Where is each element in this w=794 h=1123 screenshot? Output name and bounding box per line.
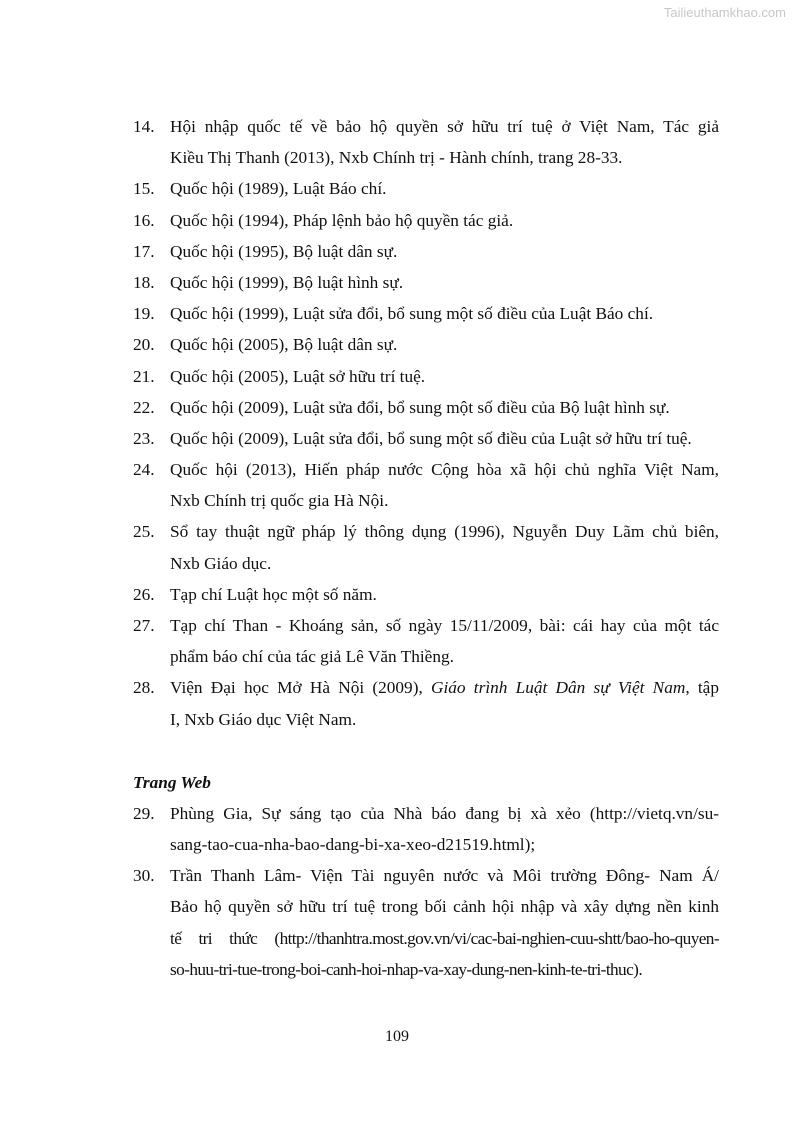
reference-line [133, 672, 719, 703]
reference-item [133, 267, 719, 298]
text-segment: Sổ tay thuật ngữ pháp lý thông dụng (1996), Nguyễn Duy Lãm chủ biên, [170, 522, 719, 542]
text-segment: Quốc hội (2009), Luật sửa đổi, bổ sung một số điều của Bộ luật hình sự. [170, 397, 670, 417]
text-segment: phẩm báo chí của tác giả Lê Văn Thiềng. [170, 647, 454, 667]
reference-number: 19. [133, 304, 155, 324]
reference-line [133, 329, 719, 360]
reference-text [170, 516, 719, 547]
reference-item [133, 672, 719, 734]
reference-item [133, 236, 719, 267]
text-segment: , tập [685, 678, 719, 698]
reference-text [170, 454, 719, 485]
reference-text [170, 579, 719, 610]
reference-item [133, 579, 719, 610]
text-segment: Hội nhập quốc tế về bảo hộ quyền sở hữu trí tuệ ở Việt Nam, Tác giả [170, 117, 719, 136]
reference-text [170, 142, 719, 173]
reference-text [170, 829, 719, 860]
reference-text [170, 205, 719, 236]
text-segment: Quốc hội (1989), Luật Báo chí. [170, 179, 387, 199]
reference-item [133, 860, 719, 985]
reference-line [133, 142, 719, 173]
reference-line [133, 548, 719, 579]
reference-text [170, 298, 719, 329]
reference-number: 26. [133, 584, 155, 604]
reference-line [133, 267, 719, 298]
reference-line [133, 361, 719, 392]
reference-text [170, 111, 719, 142]
reference-line [133, 610, 719, 641]
reference-text [170, 891, 719, 922]
reference-number: 22. [133, 397, 155, 417]
reference-line [133, 516, 719, 547]
reference-list-main [133, 111, 719, 735]
reference-number: 25. [133, 522, 155, 542]
text-segment: Bảo hộ quyền sở hữu trí tuệ trong bối cảnh hội nhập và xây dựng nền kinh [170, 897, 719, 917]
reference-line [133, 173, 719, 204]
reference-list [133, 111, 719, 985]
reference-item [133, 205, 719, 236]
reference-number: 23. [133, 428, 155, 448]
text-segment: Quốc hội (1999), Bộ luật hình sự. [170, 272, 404, 292]
reference-text [170, 329, 719, 360]
reference-item [133, 454, 719, 516]
reference-line [133, 485, 719, 516]
text-segment: so-huu-tri-tue-trong-boi-canh-hoi-nhap-va-xay-dung-nen-kinh-te-tri-thuc). [170, 959, 643, 979]
text-segment: Quốc hội (1994), Pháp lệnh bảo hộ quyền tác giả. [170, 210, 514, 230]
text-segment: Tạp chí Luật học một số năm. [170, 584, 377, 604]
reference-number: 20. [133, 335, 155, 355]
reference-line [133, 954, 719, 985]
reference-text [170, 485, 719, 516]
text-segment: Quốc hội (2005), Luật sở hữu trí tuệ. [170, 366, 426, 386]
text-segment: Nxb Giáo dục. [170, 553, 272, 573]
page-number: 109 [385, 1028, 409, 1045]
section-heading-web: Trang Web [133, 772, 211, 792]
reference-item [133, 361, 719, 392]
reference-number: 29. [133, 803, 155, 823]
reference-line [133, 236, 719, 267]
reference-number: 27. [133, 616, 155, 635]
reference-line [133, 891, 719, 922]
reference-item [133, 173, 719, 204]
reference-line [133, 579, 719, 610]
reference-text [170, 361, 719, 392]
text-segment: Tạp chí Than - Khoáng sản, số ngày 15/11/2009, bài: cái hay của một tác [170, 616, 719, 635]
text-segment: Quốc hội (1995), Bộ luật dân sự. [170, 241, 398, 261]
reference-number: 15. [133, 179, 155, 199]
reference-number: 16. [133, 210, 155, 230]
reference-item [133, 516, 719, 578]
text-segment: Quốc hội (2013), Hiến pháp nước Cộng hòa xã hội chủ nghĩa Việt Nam, [170, 460, 719, 480]
italic-title: Giáo trình Luật Dân sự Việt Nam [431, 678, 686, 698]
reference-number: 14. [133, 117, 155, 136]
reference-line [133, 860, 719, 891]
text-segment: Phùng Gia, Sự sáng tạo của Nhà báo đang bị xà xẻo (http://vietq.vn/su- [170, 803, 719, 823]
text-segment: I, Nxb Giáo dục Việt Nam. [170, 709, 357, 729]
reference-number: 24. [133, 460, 155, 480]
reference-number: 28. [133, 678, 155, 698]
reference-text [170, 548, 719, 579]
reference-line [133, 392, 719, 423]
reference-text [170, 923, 719, 954]
reference-line [133, 641, 719, 672]
reference-line [133, 111, 719, 142]
reference-number: 18. [133, 272, 155, 292]
text-segment: sang-tao-cua-nha-bao-dang-bi-xa-xeo-d21519.html); [170, 834, 536, 854]
reference-line [133, 798, 719, 829]
reference-text [170, 860, 719, 891]
reference-text [170, 954, 719, 985]
reference-item [133, 423, 719, 454]
reference-item [133, 798, 719, 860]
reference-item [133, 610, 719, 672]
reference-text [170, 798, 719, 829]
reference-number: 21. [133, 366, 155, 386]
reference-text [170, 267, 719, 298]
reference-list-web [133, 798, 719, 985]
text-segment: Trần Thanh Lâm- Viện Tài nguyên nước và Môi trường Đông- Nam Á/ [170, 866, 719, 886]
reference-text [170, 641, 719, 672]
reference-text [170, 672, 719, 703]
reference-line [133, 923, 719, 954]
text-segment: Viện Đại học Mở Hà Nội (2009), [170, 678, 431, 698]
reference-text [170, 423, 719, 454]
reference-line [133, 423, 719, 454]
text-segment: tế tri thức (http://thanhtra.most.gov.vn/vi/cac-bai-nghien-cuu-shtt/bao-ho-quyen- [170, 928, 719, 948]
reference-text [170, 392, 719, 423]
reference-text [170, 173, 719, 204]
text-segment: Nxb Chính trị quốc gia Hà Nội. [170, 491, 389, 511]
reference-item [133, 392, 719, 423]
reference-text [170, 704, 719, 735]
reference-text [170, 610, 719, 641]
reference-text [170, 236, 719, 267]
reference-line [133, 829, 719, 860]
text-segment: Quốc hội (2009), Luật sửa đổi, bổ sung một số điều của Luật sở hữu trí tuệ. [170, 428, 692, 448]
watermark: Tailieuthamkhao.com [663, 5, 786, 20]
reference-line [133, 704, 719, 735]
reference-item [133, 111, 719, 173]
reference-number: 17. [133, 241, 155, 261]
text-segment: Quốc hội (1999), Luật sửa đổi, bổ sung một số điều của Luật Báo chí. [170, 304, 654, 324]
text-segment: Kiều Thị Thanh (2013), Nxb Chính trị - Hành chính, trang 28-33. [170, 148, 623, 168]
reference-item [133, 298, 719, 329]
reference-item [133, 329, 719, 360]
reference-line [133, 205, 719, 236]
reference-line [133, 298, 719, 329]
reference-number: 30. [133, 866, 155, 886]
reference-line [133, 454, 719, 485]
text-segment: Quốc hội (2005), Bộ luật dân sự. [170, 335, 398, 355]
